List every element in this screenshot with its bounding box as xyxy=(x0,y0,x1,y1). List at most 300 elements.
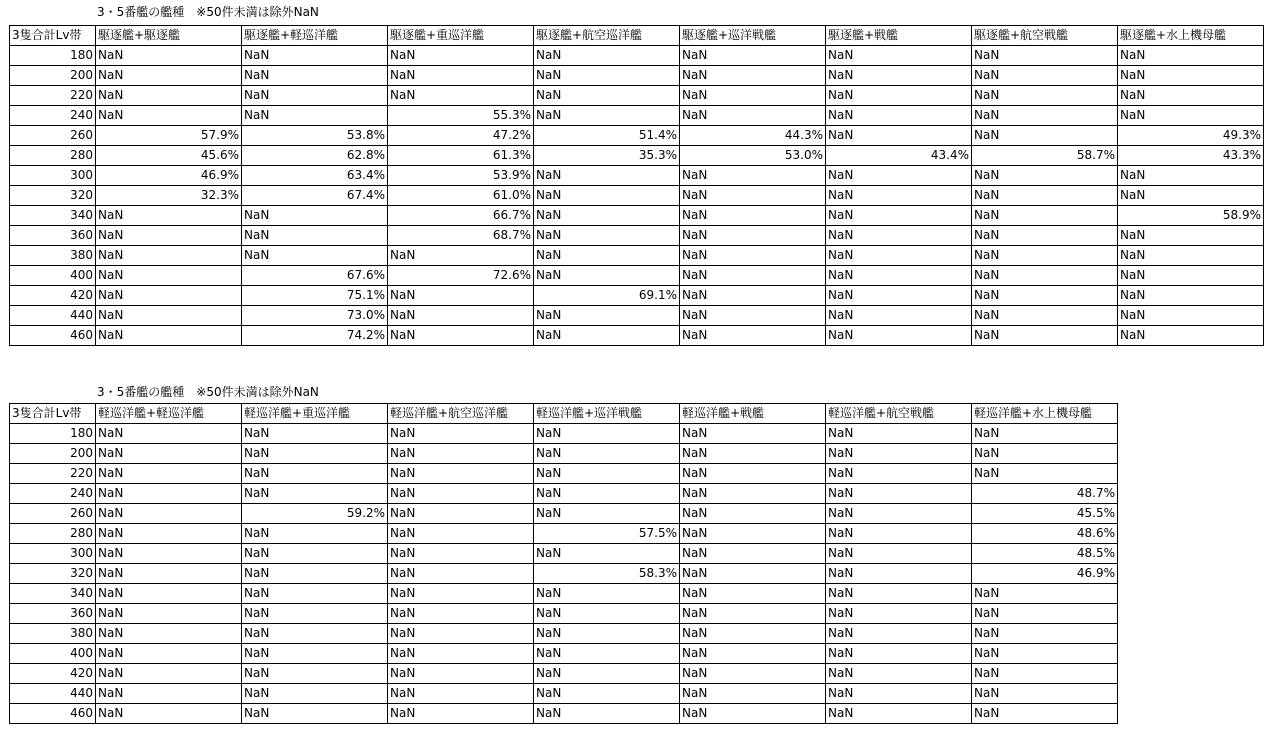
rate-cell: 53.8% xyxy=(242,126,388,146)
table-row xyxy=(10,46,1264,66)
rate-cell: NaN xyxy=(96,664,242,684)
level-band-cell: 260 xyxy=(10,126,96,146)
rate-cell: NaN xyxy=(680,664,826,684)
rate-cell: NaN xyxy=(534,484,680,504)
rate-cell: NaN xyxy=(96,86,242,106)
table1-column-header: 駆逐艦+重巡洋艦 xyxy=(388,26,534,46)
rate-cell: NaN xyxy=(1118,246,1264,266)
table1-column-header: 駆逐艦+航空巡洋艦 xyxy=(534,26,680,46)
rate-cell: NaN xyxy=(972,306,1118,326)
rate-cell: 61.0% xyxy=(388,186,534,206)
rate-cell: NaN xyxy=(96,306,242,326)
rate-cell: NaN xyxy=(96,66,242,86)
rate-cell: NaN xyxy=(388,644,534,664)
rate-cell: NaN xyxy=(680,504,826,524)
rate-cell: NaN xyxy=(826,286,972,306)
rate-cell: NaN xyxy=(972,644,1118,664)
rate-cell: NaN xyxy=(1118,306,1264,326)
rate-cell: 62.8% xyxy=(242,146,388,166)
rate-cell: NaN xyxy=(680,464,826,484)
table-row xyxy=(10,624,1118,644)
rate-cell: NaN xyxy=(680,424,826,444)
table-row xyxy=(10,286,1264,306)
level-band-cell: 440 xyxy=(10,306,96,326)
level-band-cell: 280 xyxy=(10,146,96,166)
rate-cell: NaN xyxy=(96,46,242,66)
rate-cell: 58.7% xyxy=(972,146,1118,166)
table-row xyxy=(10,166,1264,186)
rate-cell: NaN xyxy=(96,544,242,564)
rate-cell: NaN xyxy=(96,624,242,644)
rate-cell: NaN xyxy=(388,664,534,684)
rate-cell: NaN xyxy=(96,106,242,126)
rate-cell: NaN xyxy=(826,326,972,346)
rate-cell: NaN xyxy=(388,246,534,266)
rate-cell: NaN xyxy=(96,584,242,604)
rate-cell: 61.3% xyxy=(388,146,534,166)
rate-cell: NaN xyxy=(826,126,972,146)
rate-cell: NaN xyxy=(680,226,826,246)
level-band-cell: 220 xyxy=(10,464,96,484)
rate-cell: NaN xyxy=(826,206,972,226)
rate-cell: NaN xyxy=(96,464,242,484)
rate-cell: NaN xyxy=(96,704,242,724)
level-band-cell: 420 xyxy=(10,664,96,684)
rate-cell: NaN xyxy=(680,644,826,664)
rate-cell: NaN xyxy=(96,266,242,286)
rate-cell: NaN xyxy=(388,484,534,504)
rate-cell: NaN xyxy=(826,186,972,206)
rate-cell: 35.3% xyxy=(534,146,680,166)
rate-cell: NaN xyxy=(96,424,242,444)
level-band-cell: 180 xyxy=(10,46,96,66)
rate-cell: NaN xyxy=(680,326,826,346)
table1-column-header: 駆逐艦+巡洋戦艦 xyxy=(680,26,826,46)
rate-cell: NaN xyxy=(972,246,1118,266)
rate-cell: NaN xyxy=(96,326,242,346)
rate-cell: NaN xyxy=(972,86,1118,106)
table-row xyxy=(10,504,1118,524)
rate-cell: NaN xyxy=(972,424,1118,444)
rate-cell: NaN xyxy=(96,484,242,504)
rate-cell: NaN xyxy=(680,524,826,544)
rate-cell: NaN xyxy=(826,464,972,484)
rate-cell: NaN xyxy=(388,86,534,106)
level-band-cell: 180 xyxy=(10,424,96,444)
rate-cell: NaN xyxy=(1118,66,1264,86)
rate-cell: 74.2% xyxy=(242,326,388,346)
table2 xyxy=(9,403,1118,724)
rate-cell: 57.9% xyxy=(96,126,242,146)
table2-header-row xyxy=(10,404,1118,424)
table-row xyxy=(10,424,1118,444)
rate-cell: NaN xyxy=(680,444,826,464)
rate-cell: NaN xyxy=(972,186,1118,206)
table1-column-header: 3隻合計Lv帯 xyxy=(10,26,96,46)
level-band-cell: 420 xyxy=(10,286,96,306)
rate-cell: NaN xyxy=(534,504,680,524)
level-band-cell: 340 xyxy=(10,206,96,226)
table1-caption: 3・5番艦の艦種 ※50件未満は除外NaN xyxy=(97,5,319,19)
rate-cell: NaN xyxy=(534,444,680,464)
table-row xyxy=(10,266,1264,286)
table1-column-header: 駆逐艦+軽巡洋艦 xyxy=(242,26,388,46)
rate-cell: NaN xyxy=(972,266,1118,286)
rate-cell: NaN xyxy=(680,166,826,186)
level-band-cell: 260 xyxy=(10,504,96,524)
rate-cell: NaN xyxy=(972,704,1118,724)
rate-cell: NaN xyxy=(388,684,534,704)
rate-cell: NaN xyxy=(680,186,826,206)
rate-cell: 47.2% xyxy=(388,126,534,146)
rate-cell: NaN xyxy=(96,564,242,584)
rate-cell: 45.6% xyxy=(96,146,242,166)
table2-column-header: 軽巡洋艦+重巡洋艦 xyxy=(242,404,388,424)
rate-cell: NaN xyxy=(972,46,1118,66)
table2-column-header: 軽巡洋艦+巡洋戦艦 xyxy=(534,404,680,424)
rate-cell: NaN xyxy=(972,286,1118,306)
rate-cell: NaN xyxy=(534,66,680,86)
rate-cell: NaN xyxy=(534,544,680,564)
rate-cell: NaN xyxy=(972,106,1118,126)
table-row xyxy=(10,484,1118,504)
rate-cell: NaN xyxy=(680,624,826,644)
rate-cell: NaN xyxy=(388,524,534,544)
rate-cell: NaN xyxy=(96,504,242,524)
level-band-cell: 280 xyxy=(10,524,96,544)
rate-cell: 73.0% xyxy=(242,306,388,326)
table-row xyxy=(10,146,1264,166)
rate-cell: NaN xyxy=(388,564,534,584)
rate-cell: NaN xyxy=(534,106,680,126)
table-row xyxy=(10,126,1264,146)
level-band-cell: 360 xyxy=(10,226,96,246)
rate-cell: NaN xyxy=(1118,326,1264,346)
rate-cell: 53.0% xyxy=(680,146,826,166)
table-row xyxy=(10,524,1118,544)
rate-cell: NaN xyxy=(826,66,972,86)
rate-cell: 66.7% xyxy=(388,206,534,226)
table2-column-header: 軽巡洋艦+航空戦艦 xyxy=(826,404,972,424)
rate-cell: NaN xyxy=(826,106,972,126)
rate-cell: 68.7% xyxy=(388,226,534,246)
rate-cell: NaN xyxy=(534,266,680,286)
rate-cell: NaN xyxy=(1118,186,1264,206)
rate-cell: NaN xyxy=(242,106,388,126)
rate-cell: NaN xyxy=(826,564,972,584)
table-row xyxy=(10,544,1118,564)
rate-cell: NaN xyxy=(1118,286,1264,306)
table1-column-header: 駆逐艦+水上機母艦 xyxy=(1118,26,1264,46)
rate-cell: NaN xyxy=(242,246,388,266)
rate-cell: NaN xyxy=(680,286,826,306)
rate-cell: NaN xyxy=(96,246,242,266)
level-band-cell: 300 xyxy=(10,544,96,564)
rate-cell: 53.9% xyxy=(388,166,534,186)
level-band-cell: 320 xyxy=(10,564,96,584)
rate-cell: NaN xyxy=(242,524,388,544)
rate-cell: NaN xyxy=(388,604,534,624)
rate-cell: NaN xyxy=(242,424,388,444)
rate-cell: NaN xyxy=(534,166,680,186)
rate-cell: 58.3% xyxy=(534,564,680,584)
rate-cell: NaN xyxy=(972,624,1118,644)
rate-cell: NaN xyxy=(388,464,534,484)
rate-cell: NaN xyxy=(826,226,972,246)
level-band-cell: 460 xyxy=(10,326,96,346)
table-row xyxy=(10,604,1118,624)
rate-cell: NaN xyxy=(534,664,680,684)
table-row xyxy=(10,206,1264,226)
rate-cell: NaN xyxy=(534,684,680,704)
rate-cell: NaN xyxy=(388,504,534,524)
rate-cell: NaN xyxy=(1118,266,1264,286)
table-row xyxy=(10,444,1118,464)
rate-cell: NaN xyxy=(826,504,972,524)
table2-column-header: 軽巡洋艦+水上機母艦 xyxy=(972,404,1118,424)
rate-cell: 75.1% xyxy=(242,286,388,306)
rate-cell: NaN xyxy=(826,644,972,664)
rate-cell: NaN xyxy=(96,684,242,704)
rate-cell: NaN xyxy=(680,684,826,704)
rate-cell: NaN xyxy=(242,584,388,604)
level-band-cell: 200 xyxy=(10,444,96,464)
rate-cell: NaN xyxy=(96,604,242,624)
rate-cell: NaN xyxy=(972,584,1118,604)
level-band-cell: 360 xyxy=(10,604,96,624)
rate-cell: NaN xyxy=(242,206,388,226)
rate-cell: 48.5% xyxy=(972,544,1118,564)
rate-cell: NaN xyxy=(1118,106,1264,126)
rate-cell: NaN xyxy=(826,306,972,326)
rate-cell: NaN xyxy=(826,86,972,106)
rate-cell: NaN xyxy=(242,46,388,66)
level-band-cell: 220 xyxy=(10,86,96,106)
table1-header-row xyxy=(10,26,1264,46)
rate-cell: NaN xyxy=(96,644,242,664)
table-row xyxy=(10,186,1264,206)
rate-cell: NaN xyxy=(826,684,972,704)
rate-cell: NaN xyxy=(680,106,826,126)
rate-cell: NaN xyxy=(534,644,680,664)
rate-cell: NaN xyxy=(96,444,242,464)
rate-cell: NaN xyxy=(96,226,242,246)
table1-body xyxy=(10,46,1264,346)
rate-cell: NaN xyxy=(826,444,972,464)
rate-cell: 58.9% xyxy=(1118,206,1264,226)
rate-cell: NaN xyxy=(972,226,1118,246)
rate-cell: NaN xyxy=(680,584,826,604)
rate-cell: NaN xyxy=(388,704,534,724)
rate-cell: NaN xyxy=(680,246,826,266)
rate-cell: 43.3% xyxy=(1118,146,1264,166)
rate-cell: NaN xyxy=(388,424,534,444)
rate-cell: NaN xyxy=(826,166,972,186)
rate-cell: NaN xyxy=(680,564,826,584)
level-band-cell: 240 xyxy=(10,106,96,126)
rate-cell: NaN xyxy=(534,584,680,604)
table-row xyxy=(10,584,1118,604)
rate-cell: 67.6% xyxy=(242,266,388,286)
rate-cell: NaN xyxy=(242,624,388,644)
rate-cell: NaN xyxy=(1118,46,1264,66)
rate-cell: NaN xyxy=(534,704,680,724)
rate-cell: NaN xyxy=(972,444,1118,464)
table2-column-header: 軽巡洋艦+軽巡洋艦 xyxy=(96,404,242,424)
rate-cell: NaN xyxy=(972,664,1118,684)
table2-column-header: 3隻合計Lv帯 xyxy=(10,404,96,424)
level-band-cell: 400 xyxy=(10,266,96,286)
table-row xyxy=(10,226,1264,246)
rate-cell: NaN xyxy=(534,86,680,106)
rate-cell: NaN xyxy=(826,704,972,724)
level-band-cell: 380 xyxy=(10,246,96,266)
rate-cell: NaN xyxy=(534,604,680,624)
rate-cell: NaN xyxy=(972,166,1118,186)
table2-caption: 3・5番艦の艦種 ※50件未満は除外NaN xyxy=(97,385,319,399)
rate-cell: 69.1% xyxy=(534,286,680,306)
rate-cell: NaN xyxy=(534,306,680,326)
rate-cell: 46.9% xyxy=(972,564,1118,584)
level-band-cell: 460 xyxy=(10,704,96,724)
rate-cell: NaN xyxy=(242,484,388,504)
table-row xyxy=(10,564,1118,584)
rate-cell: NaN xyxy=(826,584,972,604)
rate-cell: NaN xyxy=(242,644,388,664)
table1 xyxy=(9,25,1264,346)
rate-cell: NaN xyxy=(826,544,972,564)
rate-cell: 59.2% xyxy=(242,504,388,524)
table-row xyxy=(10,464,1118,484)
rate-cell: NaN xyxy=(826,664,972,684)
rate-cell: NaN xyxy=(680,704,826,724)
level-band-cell: 240 xyxy=(10,484,96,504)
rate-cell: 67.4% xyxy=(242,186,388,206)
rate-cell: NaN xyxy=(534,186,680,206)
rate-cell: 48.7% xyxy=(972,484,1118,504)
rate-cell: NaN xyxy=(388,46,534,66)
table1-column-header: 駆逐艦+駆逐艦 xyxy=(96,26,242,46)
rate-cell: NaN xyxy=(534,206,680,226)
rate-cell: NaN xyxy=(972,464,1118,484)
rate-cell: NaN xyxy=(972,206,1118,226)
table1-column-header: 駆逐艦+戦艦 xyxy=(826,26,972,46)
rate-cell: NaN xyxy=(242,684,388,704)
table2-body xyxy=(10,424,1118,724)
rate-cell: NaN xyxy=(826,484,972,504)
table-row xyxy=(10,326,1264,346)
table-row xyxy=(10,306,1264,326)
table-row xyxy=(10,684,1118,704)
rate-cell: NaN xyxy=(826,604,972,624)
rate-cell: NaN xyxy=(680,484,826,504)
rate-cell: NaN xyxy=(242,464,388,484)
rate-cell: 63.4% xyxy=(242,166,388,186)
rate-cell: NaN xyxy=(680,266,826,286)
rate-cell: NaN xyxy=(680,46,826,66)
rate-cell: 72.6% xyxy=(388,266,534,286)
rate-cell: NaN xyxy=(680,306,826,326)
rate-cell: 51.4% xyxy=(534,126,680,146)
rate-cell: NaN xyxy=(96,206,242,226)
level-band-cell: 320 xyxy=(10,186,96,206)
table-row xyxy=(10,86,1264,106)
rate-cell: NaN xyxy=(96,286,242,306)
rate-cell: NaN xyxy=(242,604,388,624)
rate-cell: NaN xyxy=(826,524,972,544)
rate-cell: NaN xyxy=(388,624,534,644)
rate-cell: NaN xyxy=(972,684,1118,704)
rate-cell: NaN xyxy=(1118,86,1264,106)
rate-cell: NaN xyxy=(972,604,1118,624)
rate-cell: NaN xyxy=(972,66,1118,86)
rate-cell: 45.5% xyxy=(972,504,1118,524)
rate-cell: NaN xyxy=(242,544,388,564)
rate-cell: NaN xyxy=(242,664,388,684)
rate-cell: NaN xyxy=(242,564,388,584)
rate-cell: 57.5% xyxy=(534,524,680,544)
rate-cell: NaN xyxy=(680,66,826,86)
rate-cell: NaN xyxy=(534,424,680,444)
rate-cell: NaN xyxy=(534,624,680,644)
rate-cell: NaN xyxy=(534,326,680,346)
rate-cell: NaN xyxy=(388,66,534,86)
rate-cell: NaN xyxy=(388,444,534,464)
rate-cell: NaN xyxy=(242,226,388,246)
level-band-cell: 440 xyxy=(10,684,96,704)
rate-cell: NaN xyxy=(826,624,972,644)
rate-cell: NaN xyxy=(388,306,534,326)
rate-cell: NaN xyxy=(388,584,534,604)
level-band-cell: 400 xyxy=(10,644,96,664)
rate-cell: NaN xyxy=(1118,226,1264,246)
table2-column-header: 軽巡洋艦+戦艦 xyxy=(680,404,826,424)
level-band-cell: 340 xyxy=(10,584,96,604)
rate-cell: NaN xyxy=(534,46,680,66)
rate-cell: NaN xyxy=(534,246,680,266)
table-row xyxy=(10,644,1118,664)
rate-cell: 55.3% xyxy=(388,106,534,126)
rate-cell: NaN xyxy=(534,464,680,484)
rate-cell: 44.3% xyxy=(680,126,826,146)
rate-cell: NaN xyxy=(534,226,680,246)
table-row xyxy=(10,704,1118,724)
rate-cell: NaN xyxy=(972,126,1118,146)
level-band-cell: 200 xyxy=(10,66,96,86)
rate-cell: 49.3% xyxy=(1118,126,1264,146)
rate-cell: NaN xyxy=(242,704,388,724)
rate-cell: NaN xyxy=(972,326,1118,346)
rate-cell: NaN xyxy=(826,246,972,266)
rate-cell: NaN xyxy=(1118,166,1264,186)
table1-column-header: 駆逐艦+航空戦艦 xyxy=(972,26,1118,46)
rate-cell: 46.9% xyxy=(96,166,242,186)
rate-cell: NaN xyxy=(680,206,826,226)
rate-cell: NaN xyxy=(826,46,972,66)
table-row xyxy=(10,106,1264,126)
rate-cell: 48.6% xyxy=(972,524,1118,544)
rate-cell: NaN xyxy=(388,544,534,564)
rate-cell: NaN xyxy=(826,424,972,444)
rate-cell: NaN xyxy=(242,444,388,464)
rate-cell: NaN xyxy=(680,544,826,564)
rate-cell: 32.3% xyxy=(96,186,242,206)
rate-cell: NaN xyxy=(96,524,242,544)
table2-column-header: 軽巡洋艦+航空巡洋艦 xyxy=(388,404,534,424)
rate-cell: NaN xyxy=(826,266,972,286)
level-band-cell: 380 xyxy=(10,624,96,644)
rate-cell: 43.4% xyxy=(826,146,972,166)
